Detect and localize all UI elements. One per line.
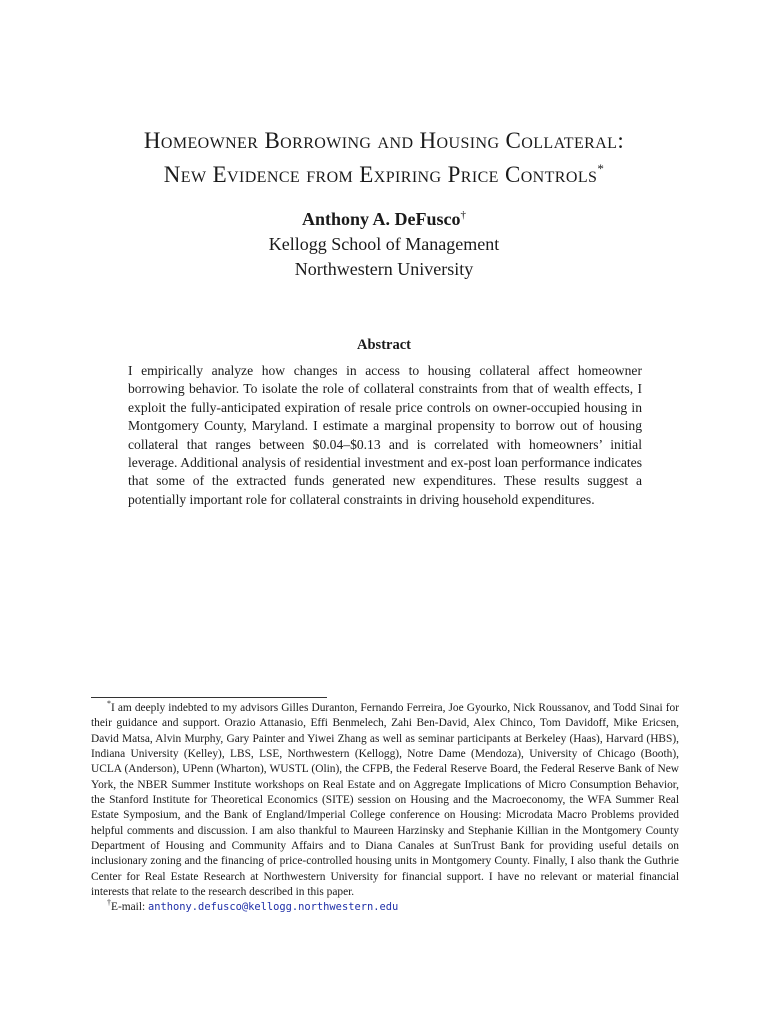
footnote-email-label: E-mail: — [111, 901, 149, 914]
title-line-1-text: Homeowner Borrowing and Housing Collateral: — [143, 128, 625, 153]
title-line-1 — [0, 124, 768, 158]
footnote-acknowledgements — [91, 701, 679, 900]
author-name-text: Anthony A. DeFusco — [301, 209, 461, 229]
title-line-2 — [0, 158, 768, 192]
author-affiliation-university: Northwestern University — [294, 259, 474, 279]
footnote-rule — [91, 697, 327, 698]
author-block — [0, 207, 768, 282]
footnote-acknowledgements-text: I am deeply indebted to my advisors Gilles Duranton, Fernando Ferreira, Joe Gyourko, Nick Roussanov, and Todd Sinai for their guidance and support. Orazio Attanasio, Effi Benmelech, Zahi Ben-David, Alex Chinco, Tom Davidoff, Mike Ericsen, David Matsa, Alvin Murphy, Gary Painter and Yiwei Zhang as well as seminar participants at Berkeley (Haas), Harvard (HBS), Indiana University (Kelley), LBS, LSE, Northwestern (Kellogg), Notre Dame (Mendoza), University of Chicago (Booth), UCLA (Anderson), UPenn (Wharton), WUSTL (Olin), the CFPB, the Federal Reserve Board, the Federal Reserve Bank of New York, the NBER Summer Institute workshops on Real Estate and on Aggregate Implications of Micro Consumption Behavior, the Stanford Institute for Theoretical Economics (SITE) session on Housing and the Macroeconomy, the WFA Summer Real Estate Symposium, and the Bank of England/Imperial College conference on Housing: Microdata Macro Problems provided helpful comments and discussion. I am also thankful to Maureen Harzinsky and Stephanie Killian in the Montgomery County Department of Housing and Community Affairs and to Diana Canales at SunTrust Bank for providing useful details on inclusionary zoning and the financing of price-controlled housing units in Montgomery County. Finally, I also thank the Guthrie Center for Real Estate Research at Northwestern University for financial support. I have no relevant or material financial interests that relate to the research described in this paper. — [91, 702, 679, 899]
title-line-2-text: New Evidence from Expiring Price Controls — [163, 162, 598, 187]
footnote-mark-2: † — [107, 898, 111, 908]
footnote-mark-1: * — [107, 699, 111, 708]
author-name — [0, 207, 768, 232]
abstract-text: I empirically analyze how changes in access to housing collateral affect homeowner borrowing behavior. To isolate the role of collateral constraints from that of wealth effects, I exploit the fully-anticipated expiration of resale price controls on owner-occupied housing in Montgomery County, Maryland. I estimate a marginal propensity to borrow out of housing collateral that ranges between $0.04–$0.13 and is correlated with homeowners’ initial leverage. Additional analysis of residential investment and ex-post loan performance indicates that some of the extracted funds generated new expenditures. These results suggest a potentially important role for collateral constraints in driving household expenditures. — [128, 363, 642, 507]
abstract-heading: Abstract — [357, 337, 411, 353]
footnotes — [91, 701, 679, 916]
author-affiliation-school: Kellogg School of Management — [268, 234, 500, 254]
author-footnote-mark[interactable]: † — [460, 209, 467, 221]
footnote-email — [91, 900, 679, 915]
paper-title — [0, 124, 768, 192]
author-email-link[interactable]: anthony.defusco@kellogg.northwestern.edu — [148, 901, 399, 914]
title-footnote-mark[interactable]: * — [597, 161, 605, 176]
